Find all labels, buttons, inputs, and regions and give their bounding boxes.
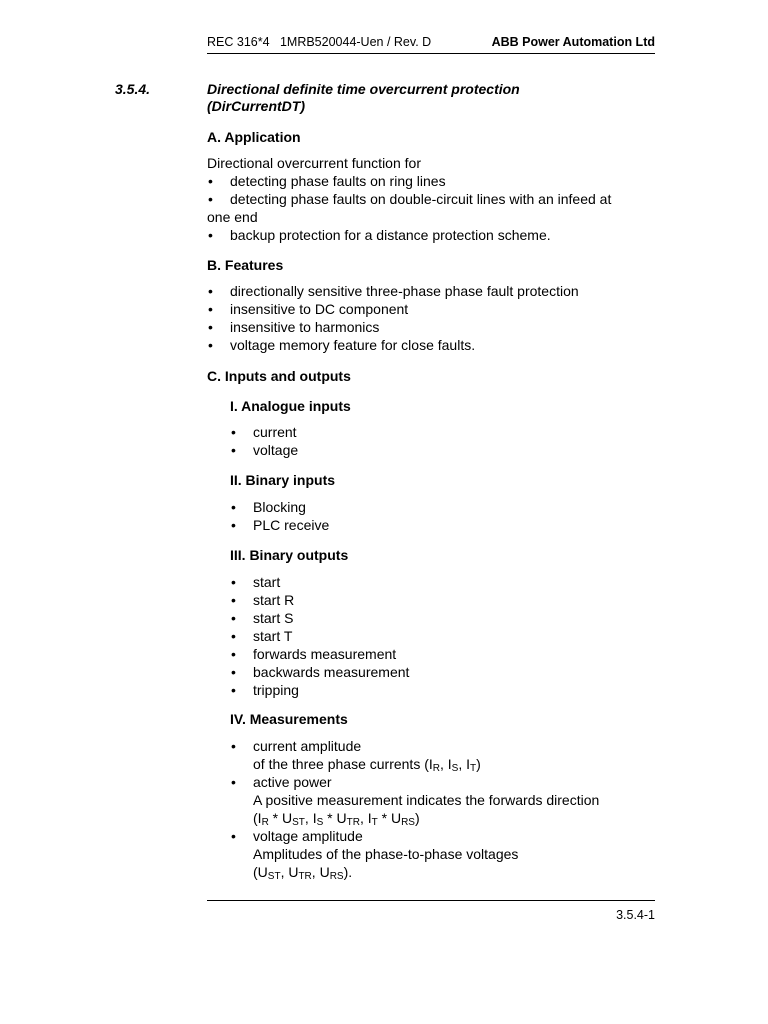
list-item: • start T xyxy=(231,628,293,644)
bullet-icon: • xyxy=(231,610,236,626)
bullet-icon: • xyxy=(231,574,236,590)
application-heading: A. Application xyxy=(207,129,301,145)
bullet-icon: • xyxy=(231,828,236,844)
bullet-icon: • xyxy=(208,301,213,317)
list-item: • start R xyxy=(231,592,295,608)
page-number: 3.5.4-1 xyxy=(616,908,655,922)
list-item: • current amplitude of the three phase currents ($I_R$, $I_S$, $I_T$) xyxy=(230,737,599,773)
list-item: • voltage xyxy=(231,442,299,458)
list-item: • detecting phase faults on double-circuit lines with an infeed at xyxy=(208,191,612,207)
bullet-icon: • xyxy=(208,191,213,207)
bullet-icon: • xyxy=(231,424,236,440)
bullet-icon: • xyxy=(231,682,236,698)
header-document-id: REC 316*4 1MRB520044-Uen / Rev. D xyxy=(207,35,432,49)
bullet-icon: • xyxy=(208,337,213,353)
section-number: 3.5.4. xyxy=(115,81,151,97)
header-company-name: ABB Power Automation Ltd xyxy=(491,35,655,49)
list-item: • current xyxy=(231,424,297,440)
measurement-description: of the three phase currents ($I_R$, $I_S$, $I_T$) xyxy=(253,756,481,774)
list-item: • voltage amplitude Amplitudes of the phase-to-phase voltages ($U_{ST}$, $U_{TR}$, $U_{RS}$). xyxy=(230,827,599,881)
features-heading: B. Features xyxy=(207,257,284,273)
measurements-list xyxy=(230,737,599,881)
analogue-inputs-list xyxy=(230,423,298,459)
list-item: • insensitive to harmonics xyxy=(208,319,380,335)
bullet-icon: • xyxy=(231,592,236,608)
bullet-icon: • xyxy=(231,442,236,458)
list-item: • directionally sensitive three-phase phase fault protection xyxy=(208,283,579,299)
bullet-icon: • xyxy=(231,646,236,662)
binary-inputs-list xyxy=(230,498,329,534)
section-title xyxy=(207,81,657,115)
bullet-icon: • xyxy=(208,227,213,243)
bullet-icon: • xyxy=(231,774,236,790)
bullet-icon: • xyxy=(208,173,213,189)
bullet-icon: • xyxy=(231,738,236,754)
measurement-formula: ($I_R * U_{ST}$, $I_S * U_{TR}$, $I_T * U_{RS}$) xyxy=(253,810,420,828)
list-item-continuation: one end xyxy=(207,209,258,225)
list-item: • Blocking xyxy=(231,499,306,515)
list-item: • insensitive to DC component xyxy=(208,301,409,317)
measurement-formula: ($U_{ST}$, $U_{TR}$, $U_{RS}$). xyxy=(253,864,353,882)
list-item: • PLC receive xyxy=(231,517,330,533)
list-item: • start S xyxy=(231,610,294,626)
list-item: • tripping xyxy=(231,682,299,698)
measurements-heading: IV. Measurements xyxy=(230,711,348,727)
list-item: • active power A positive measurement indicates the forwards direction ($I_R * U_{ST}$, $I_S * U_{TR}$, $I_T * U_{RS}$) xyxy=(231,774,600,828)
binary-outputs-heading: III. Binary outputs xyxy=(230,547,349,563)
list-item: • start xyxy=(231,574,281,590)
list-item: • voltage memory feature for close faults. xyxy=(208,337,476,353)
io-heading: C. Inputs and outputs xyxy=(207,368,351,384)
bullet-icon: • xyxy=(208,319,213,335)
bullet-icon: • xyxy=(208,283,213,299)
bullet-icon: • xyxy=(231,499,236,515)
binary-inputs-heading: II. Binary inputs xyxy=(230,472,336,488)
bullet-icon: • xyxy=(231,628,236,644)
header-divider xyxy=(207,53,655,54)
analogue-inputs-heading: I. Analogue inputs xyxy=(230,398,351,414)
list-item: • forwards measurement xyxy=(231,646,397,662)
binary-outputs-list xyxy=(230,573,409,699)
application-list xyxy=(207,172,611,244)
section-title-line-1: Directional definite time overcurrent protection xyxy=(207,81,520,97)
list-item: • detecting phase faults on ring lines xyxy=(208,173,446,189)
application-intro: Directional overcurrent function for xyxy=(207,155,421,171)
footer-divider xyxy=(207,900,655,901)
features-list xyxy=(207,282,579,354)
list-item: • backup protection for a distance protection scheme. xyxy=(208,227,551,243)
list-item: • backwards measurement xyxy=(231,664,410,680)
bullet-icon: • xyxy=(231,517,236,533)
section-title-line-2: (DirCurrentDT) xyxy=(207,98,305,114)
bullet-icon: • xyxy=(231,664,236,680)
